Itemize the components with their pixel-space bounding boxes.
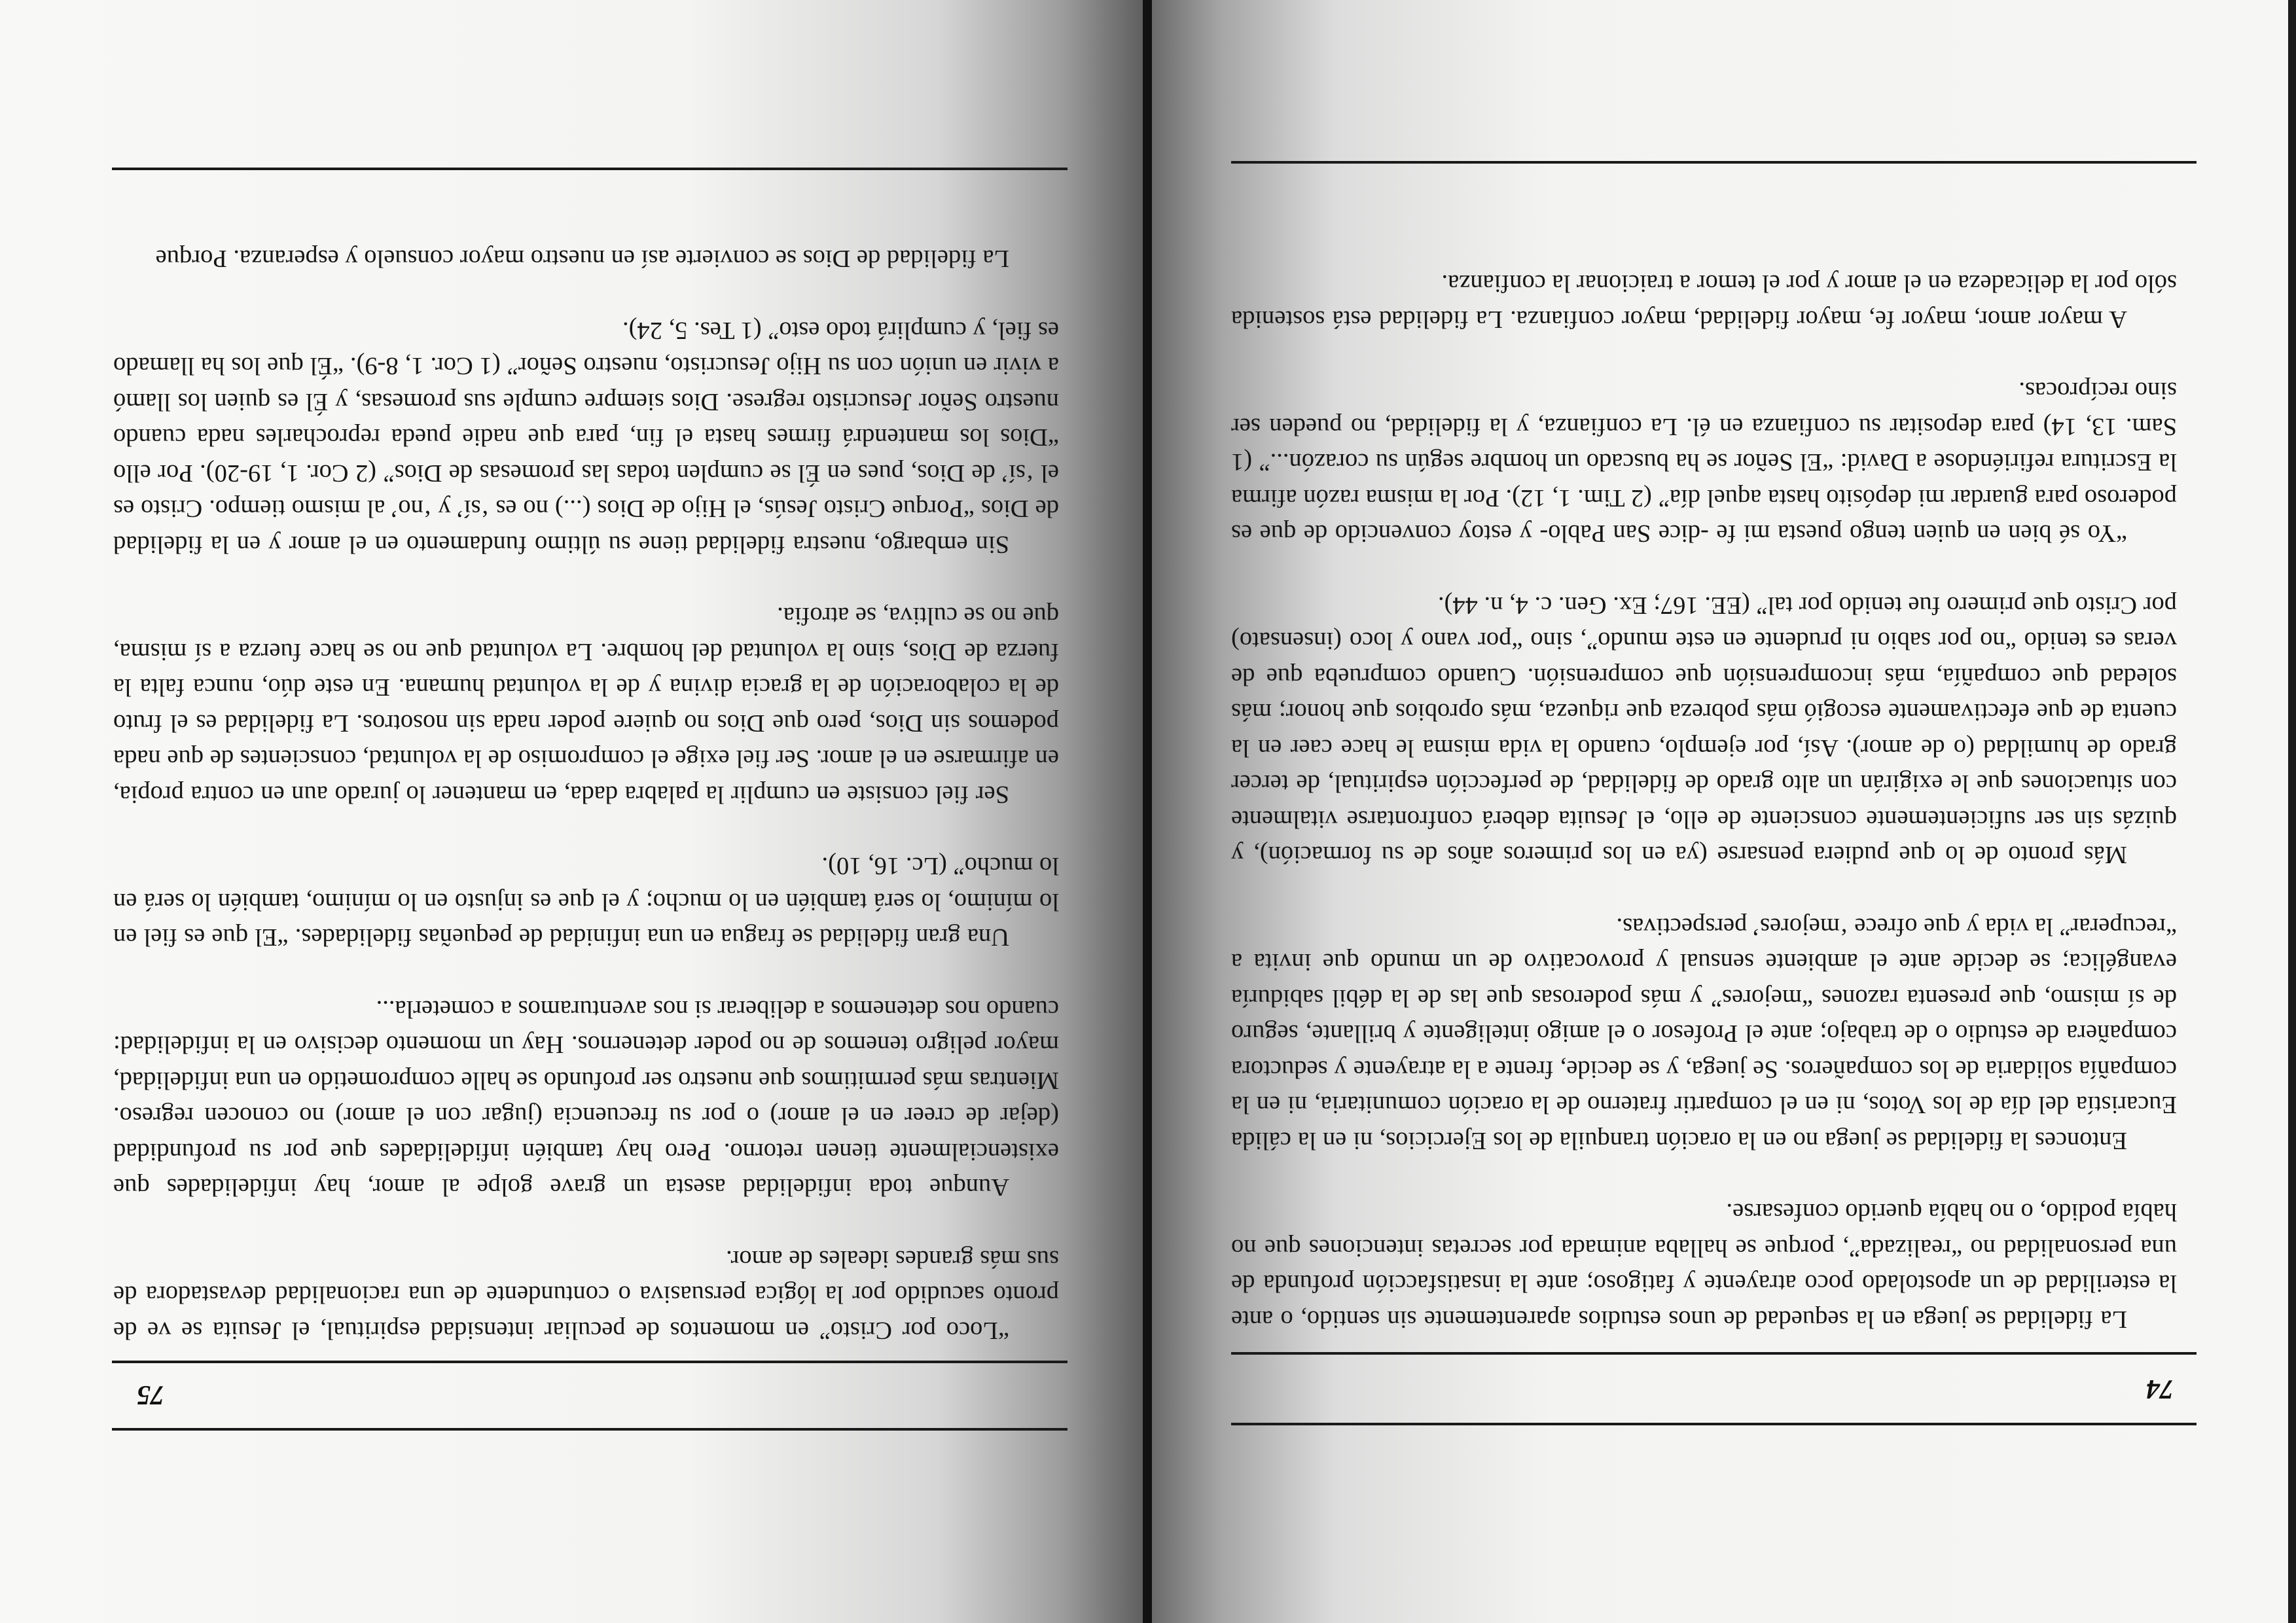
page-75 xyxy=(0,0,1143,1623)
paragraph: Aunque toda infidelidad asesta un grave golpe al amor, hay infidelidades que existencialmente tienen retorno. Pero hay también infidelidades que por su profundidad (dejar de creer en el amor) o por su frecuencia (jugar con el amor) no conocen regreso. Mientras más permitimos que nuestro ser profundo se halle comprometido en una infidelidad, mayor peligro tenemos de no poder detenernos. Hay un momento decisivo en la infidelidad: cuando nos detenemos a deliberar si nos aventuramos a cometerla... xyxy=(113,995,1059,1202)
page-body-text xyxy=(1231,266,2177,1337)
footer-rule xyxy=(112,168,1067,170)
footer-rule xyxy=(1231,161,2197,164)
paragraph: Más pronto de lo que pudiera pensarse (ya en los primeros años de su formación), y quizás sin ser suficientemente consciente de ello, el Jesuita deberá confrontarse vitalmente con situaciones que le exigirán un alto grado de fidelidad, de perfección espiritual, de tercer grado de humildad (o de amor). Así, por ejemplo, cuando la vida misma le hace caer en la cuenta de que efectivamente escogió más pobreza que riqueza, más oprobios que honor; más soledad que compañía, más incomprensión que comprensión. Cuando comprueba que de veras es tenido “no por sabio ni prudente en este mundo”, sino “por vano y loco (insensato) por Cristo que primero fue tenido por tal” (EE. 167; Ex. Gen. c. 4, n. 44). xyxy=(1231,592,2177,869)
paragraph: La fidelidad se juega en la sequedad de unos estudios aparentemente sin sentido, o ante la esterilidad de un apostolado poco atrayente y fatigoso; ante la insatisfacción profunda de una personalidad no “realizada”, porque se hallaba animada por secretas intenciones que no había podido, o no había querido confesarse. xyxy=(1231,1198,2177,1333)
header-rule-bottom xyxy=(1231,1352,2197,1355)
paragraph: Una gran fidelidad se fragua en una infinidad de pequeñas fidelidades. “El que es fiel en lo mínimo, lo será también en lo mucho; y el que es injusto en lo mínimo, también lo será en lo mucho” (Lc. 16, 10). xyxy=(113,852,1059,952)
paragraph: La fidelidad de Dios se convierte así en nuestro mayor consuelo y esperanza. Porque xyxy=(155,245,1009,273)
page-74 xyxy=(1152,0,2288,1623)
header-rule-top xyxy=(112,1428,1067,1431)
page-number: 74 xyxy=(2146,1374,2174,1404)
page-number: 75 xyxy=(137,1380,164,1410)
paragraph: “Loco por Cristo” en momentos de peculiar intensidad espiritual, el Jesuita se ve de pronto sacudido por la lógica persuasiva o contundente de una racionalidad devastadora de sus más grandes ideales de amor. xyxy=(113,1245,1059,1344)
paragraph: Ser fiel consiste en cumplir la palabra dada, en mantener lo jurado aun en contra propia, en afirmarse en el amor. Ser fiel exige el compromiso de la voluntad, conscientes de que nada podemos sin Dios, pero que Dios no quiere poder nada sin nosotros. La fidelidad es el fruto de la colaboración de la gracia divina y de la voluntad humana. En este dúo, nunca falta la fuerza de Dios, sino la voluntad del hombre. La voluntad que no se hace fuerza a sí misma, que no se cultiva, se atrofia. xyxy=(113,602,1059,808)
paragraph: “Yo sé bien en quien tengo puesta mi fe -dice San Pablo- y estoy convencido de que es poderoso para guardar mi depósito hasta aquel día” (2 Tim. 1, 12). Por la misma razón afirma la Escritura refiriéndose a David: “El Señor se ha buscado un hombre según su corazón...” (1 Sam. 13, 14) para depositar su confianza en él. La confianza, y la fidelidad, no pueden ser sino recíprocas. xyxy=(1231,377,2177,548)
paragraph: A mayor amor, mayor fe, mayor fidelidad, mayor confianza. La fidelidad está sostenida sólo por la delicadeza en el amor y por el temor a traicionar la confianza. xyxy=(1231,270,2177,333)
header-rule-top xyxy=(1231,1423,2197,1425)
header-rule-bottom xyxy=(112,1361,1067,1363)
gutter xyxy=(1143,0,1152,1623)
paragraph: Entonces la fidelidad se juega no en la oración tranquila de los Ejercicios, ni en la cálida Eucaristía del día de los Votos, ni en el compartir fraterno de la oración comunitaria, ni en la compañía solidaria de los compañeros. Se juega, y se decide, frente a la atrayente y seductora compañera de estudio o de trabajo; ante el Profesor o el amigo inteligente y brillante, seguro de sí mismo, que presenta razones “mejores” y más poderosas que las de la débil sabiduría evangélica; se decide ante el ambiente sensual y provocativo de un mundo que invita a “recuperar” la vida y que ofrece ‘mejores’ perspectivas. xyxy=(1231,913,2177,1154)
page-body-text xyxy=(113,241,1059,1348)
paragraph: Sin embargo, nuestra fidelidad tiene su último fundamento en el amor y en la fidelidad de Dios “Porque Cristo Jesús, el Hijo de Dios (...) no es ‘sí’ y ‘no’ al mismo tiempo. Cristo es el ‘sí’ de Dios, pues en Él se cumplen todas las promesas de Dios” (2 Cor. 1, 19-20). Por ello “Dios los mantendrá firmes hasta el fin, para que nadie pueda reprocharles nada cuando nuestro Señor Jesucristo regrese. Dios siempre cumple sus promesas, y Él es quien los llamó a vivir en unión con su Hijo Jesucristo, nuestro Señor” (1 Cor. 1, 8-9). “Él que los ha llamado es fiel, y cumplirá todo esto” (1 Tes. 5, 24). xyxy=(113,317,1059,558)
